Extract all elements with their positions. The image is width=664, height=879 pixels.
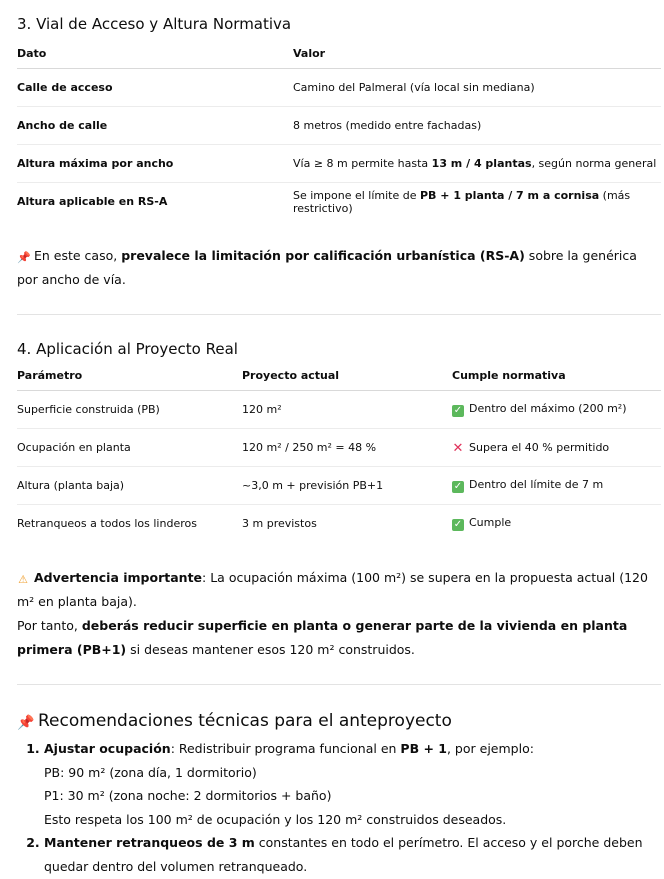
access-height-table — [17, 38, 661, 220]
list-item — [44, 831, 661, 878]
actual-cell: 3 m previstos — [242, 517, 317, 530]
col-header-valor: Valor — [293, 38, 661, 69]
bold-text: deberás reducir superficie en planta o generar parte de la vivienda en planta primera (PB+1) — [17, 618, 628, 657]
item-detail: PB: 90 m² (zona día, 1 dormitorio) — [44, 764, 257, 780]
bold-text: PB + 1 — [400, 741, 447, 756]
pushpin-icon: 📌 — [17, 251, 31, 264]
param-cell: Ocupación en planta — [17, 429, 242, 467]
divider — [17, 314, 661, 315]
conclusion-paragraph — [17, 614, 661, 662]
row-label: Altura máxima por ancho — [17, 145, 293, 183]
bold-text: Mantener retranqueos de 3 m — [44, 835, 255, 851]
compliance-cell — [452, 467, 661, 505]
col-header-dato: Dato — [17, 38, 293, 69]
project-compliance-table — [17, 360, 661, 542]
item-main — [44, 835, 643, 874]
check-icon: ✓ — [453, 405, 463, 416]
text: En este caso, — [34, 248, 122, 263]
compliance-text: Cumple — [469, 516, 512, 529]
table-row — [17, 467, 661, 505]
table-row — [17, 107, 661, 145]
item-detail: P1: 30 m² (zona noche: 2 dormitorios + baño) — [44, 788, 332, 804]
compliance-text: Dentro del máximo (200 m²) — [469, 402, 627, 415]
compliance-cell — [452, 505, 661, 543]
text: constantes en todo el perímetro. El acceso y el porche deben quedar dentro del volumen retranqueado. — [44, 835, 643, 874]
compliance-cell — [452, 391, 661, 429]
bold-text: Ajustar ocupación — [44, 741, 171, 756]
check-icon: ✓ — [453, 481, 463, 492]
bold-text: PB + 1 planta / 7 m a cornisa — [420, 188, 600, 202]
row-value — [293, 107, 661, 145]
col-header-parametro: Parámetro — [17, 360, 242, 391]
pushpin-icon: 📌 — [17, 715, 35, 731]
text: : Redistribuir programa funcional en — [170, 741, 401, 756]
col-header-proyecto: Proyecto actual — [242, 360, 452, 391]
cross-icon: ✕ — [452, 440, 464, 456]
row-label: Calle de acceso — [17, 69, 293, 107]
text: Camino del Palmeral (vía local sin mediana) — [293, 81, 535, 94]
table-row — [17, 429, 661, 467]
compliance-text: Dentro del límite de 7 m — [469, 478, 604, 491]
text: 8 metros (medido entre fachadas) — [293, 119, 482, 132]
actual-cell: ~3,0 m + previsión PB+1 — [242, 467, 452, 505]
section-4-title: 4. Aplicación al Proyecto Real — [17, 340, 238, 358]
actual-cell: 120 m² / 250 m² = 48 % — [242, 429, 452, 467]
table-row — [17, 69, 661, 107]
text: si deseas mantener esos 120 m² construidos. — [126, 642, 415, 657]
col-header-cumple: Cumple normativa — [452, 360, 661, 391]
compliance-cell — [452, 429, 661, 467]
divider — [17, 684, 661, 685]
recommendations-title: 📌 Recomendaciones técnicas para el anteproyecto — [17, 711, 452, 731]
table-row — [17, 391, 661, 429]
warning-paragraph — [17, 566, 661, 614]
item-detail: Esto respeta los 100 m² de ocupación y los 120 m² construidos deseados. — [44, 811, 507, 827]
param-cell: Retranqueos a todos los linderos — [17, 517, 197, 530]
param-cell: Superficie construida (PB) — [17, 391, 242, 429]
row-label: Altura aplicable en RS-A — [17, 195, 168, 208]
check-icon: ✓ — [453, 519, 463, 530]
table-row — [17, 145, 661, 183]
text: Por tanto, — [17, 618, 82, 633]
row-label: Ancho de calle — [17, 107, 293, 145]
bold-text: Advertencia importante — [34, 570, 203, 585]
bold-text: 13 m / 4 plantas — [431, 157, 532, 170]
row-value — [293, 183, 661, 221]
text: Vía ≥ 8 m permite hasta — [293, 157, 432, 170]
param-cell: Altura (planta baja) — [17, 467, 242, 505]
recommendations-list — [17, 737, 661, 879]
row-value — [293, 145, 661, 183]
actual-cell: 120 m² — [242, 391, 452, 429]
note-paragraph — [17, 244, 661, 292]
item-main — [44, 741, 534, 756]
bold-text: prevalece la limitación por calificación urbanística (RS-A) — [121, 248, 525, 263]
text: Se impone el límite de — [293, 188, 420, 202]
text: , según norma general — [531, 157, 657, 170]
warning-icon: ⚠ — [18, 573, 28, 586]
compliance-text: Supera el 40 % permitido — [469, 440, 610, 454]
section-3-title: 3. Vial de Acceso y Altura Normativa — [17, 15, 292, 33]
table-row — [17, 505, 661, 543]
text: , por ejemplo: — [446, 741, 534, 756]
text: (más restrictivo) — [293, 188, 631, 215]
text: : La ocupación máxima (100 m²) se supera en la propuesta actual (120 m² en planta baja). — [17, 570, 648, 609]
list-item — [44, 737, 661, 831]
text: sobre la genérica por ancho de vía. — [17, 248, 637, 287]
table-row — [17, 183, 661, 221]
row-value — [293, 69, 661, 107]
